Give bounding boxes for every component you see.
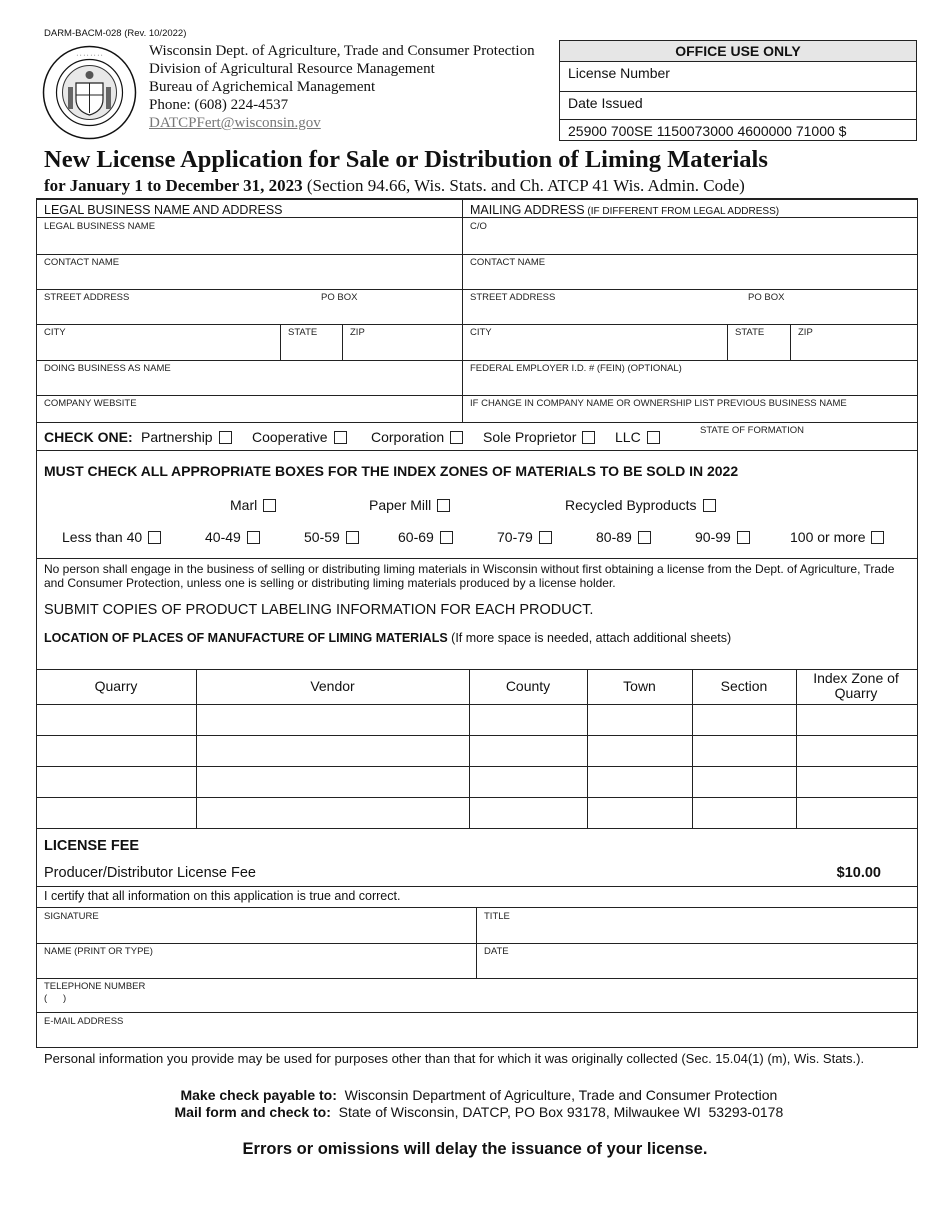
company-website-field[interactable]: COMPANY WEBSITE [44,398,137,409]
check-one-label: CHECK ONE: [44,429,133,445]
license-fee-amount: $10.00 [836,865,881,881]
mail-value: State of Wisconsin, DATCP, PO Box 93178, Milwaukee WI 53293-0178 [330,1104,784,1120]
agency-name: Wisconsin Dept. of Agriculture, Trade and Consumer Protection [149,43,535,59]
mail-label: Mail form and check to: [174,1104,331,1120]
location-heading-bold: LOCATION OF PLACES OF MANUFACTURE OF LIMING MATERIALS [44,631,448,645]
legal-address-header: LEGAL BUSINESS NAME AND ADDRESS [44,203,283,217]
payable-value: Wisconsin Department of Agriculture, Trade and Consumer Protection [336,1087,778,1103]
zone-50-59-checkbox[interactable]: 50-59 [304,529,359,545]
col-quarry: Quarry [94,678,138,694]
marl-checkbox[interactable]: Marl [230,497,276,513]
mailing-po-box-field[interactable]: PO BOX [748,292,785,303]
license-period: for January 1 to December 31, 2023 [44,176,303,195]
legal-business-name-field[interactable]: LEGAL BUSINESS NAME [44,221,156,232]
form-title: New License Application for Sale or Distribution of Liming Materials [44,146,768,173]
division-name: Division of Agricultural Resource Management [149,61,435,77]
col-county: County [505,678,551,694]
zone-less-than-40-checkbox[interactable]: Less than 40 [62,529,161,545]
mailing-header-label: MAILING ADDRESS [470,203,585,217]
payable-label: Make check payable to: [180,1087,337,1103]
state-seal [42,45,137,140]
legal-po-box-field[interactable]: PO BOX [321,292,358,303]
legal-city-field[interactable]: CITY [44,327,66,338]
col-vendor: Vendor [310,678,355,694]
legal-state-field[interactable]: STATE [288,327,318,338]
date-issued-label: Date Issued [560,92,916,120]
certification-statement: I certify that all information on this application is true and correct. [44,889,401,903]
partnership-checkbox[interactable]: Partnership [141,429,232,445]
recycled-byproducts-checkbox[interactable]: Recycled Byproducts [565,497,716,513]
corporation-checkbox[interactable]: Corporation [371,429,463,445]
office-use-box [559,40,917,141]
zone-90-99-checkbox[interactable]: 90-99 [695,529,750,545]
mailing-street-address-field[interactable]: STREET ADDRESS [470,292,556,303]
zone-40-49-checkbox[interactable]: 40-49 [205,529,260,545]
mailing-zip-field[interactable]: ZIP [798,327,813,338]
date-field[interactable]: DATE [484,946,509,957]
mailing-co-field[interactable]: C/O [470,221,487,232]
license-number-label: License Number [560,62,916,92]
mailing-city-field[interactable]: CITY [470,327,492,338]
office-code-line: 25900 700SE 1150073000 4600000 71000 $ [568,123,847,139]
license-fee-heading: LICENSE FEE [44,838,140,854]
llc-checkbox[interactable]: LLC [615,429,660,445]
telephone-field[interactable]: TELEPHONE NUMBER [44,981,146,992]
col-index-zone: Index Zone of Quarry [813,670,899,701]
signature-field[interactable]: SIGNATURE [44,911,99,922]
mail-line [0,1088,950,1120]
mailing-address-header [470,203,779,217]
license-fee-label: Producer/Distributor License Fee [44,865,256,881]
form-subtitle [44,176,745,196]
sole-proprietor-checkbox[interactable]: Sole Proprietor [483,429,595,445]
submit-labeling-notice: SUBMIT COPIES OF PRODUCT LABELING INFORMATION FOR EACH PRODUCT. [44,602,594,618]
dba-name-field[interactable]: DOING BUSINESS AS NAME [44,363,171,374]
form-id: DARM-BACM-028 (Rev. 10/2022) [44,28,187,39]
legal-street-address-field[interactable]: STREET ADDRESS [44,292,130,303]
col-section: Section [720,678,768,694]
cooperative-checkbox[interactable]: Cooperative [252,429,347,445]
statute-reference: (Section 94.66, Wis. Stats. and Ch. ATCP 41 Wis. Admin. Code) [302,176,745,195]
svg-text:· · · · · · · ·: · · · · · · · · [76,53,103,59]
telephone-area-code[interactable]: ( ) [44,993,67,1004]
paper-mill-checkbox[interactable]: Paper Mill [369,497,450,513]
col-town: Town [623,678,656,694]
privacy-notice: Personal information you provide may be used for purposes other than that for which it was originally collected (Sec. 15.04(1) (m), Wis. Stats.). [44,1051,865,1066]
bureau-name: Bureau of Agrichemical Management [149,79,376,95]
agency-block [149,42,535,132]
title-field[interactable]: TITLE [484,911,510,922]
license-notice: No person shall engage in the business of selling or distributing liming materials in Wisconsin without first obtaining a license from the Dept. of Agriculture, Trade and Consumer Protection, unless one is selling or distributing liming materials produced by a license holder. [44,562,895,590]
legal-contact-name-field[interactable]: CONTACT NAME [44,257,120,268]
office-use-title: OFFICE USE ONLY [560,41,916,62]
previous-business-name-field[interactable]: IF CHANGE IN COMPANY NAME OR OWNERSHIP LIST PREVIOUS BUSINESS NAME [470,398,847,409]
agency-phone: Phone: (608) 224-4537 [149,97,289,113]
errors-warning: Errors or omissions will delay the issuance of your license. [242,1140,708,1158]
legal-zip-field[interactable]: ZIP [350,327,365,338]
email-address-field[interactable]: E-MAIL ADDRESS [44,1016,124,1027]
zone-60-69-checkbox[interactable]: 60-69 [398,529,453,545]
location-heading [44,631,731,645]
mailing-header-note: (IF DIFFERENT FROM LEGAL ADDRESS) [584,206,780,217]
zone-70-79-checkbox[interactable]: 70-79 [497,529,552,545]
state-of-formation-field[interactable]: STATE OF FORMATION [700,425,804,436]
printed-name-field[interactable]: NAME (PRINT OR TYPE) [44,946,153,957]
zone-80-89-checkbox[interactable]: 80-89 [596,529,651,545]
mailing-contact-name-field[interactable]: CONTACT NAME [470,257,546,268]
mailing-state-field[interactable]: STATE [735,327,765,338]
fein-field[interactable]: FEDERAL EMPLOYER I.D. # (FEIN) (OPTIONAL) [470,363,682,374]
agency-email-link[interactable]: DATCPFert@wisconsin.gov [149,115,321,131]
index-zones-heading: MUST CHECK ALL APPROPRIATE BOXES FOR THE INDEX ZONES OF MATERIALS TO BE SOLD IN 2022 [44,463,739,479]
zone-100-or-more-checkbox[interactable]: 100 or more [790,529,884,545]
location-heading-note: (If more space is needed, attach additional sheets) [447,631,732,645]
